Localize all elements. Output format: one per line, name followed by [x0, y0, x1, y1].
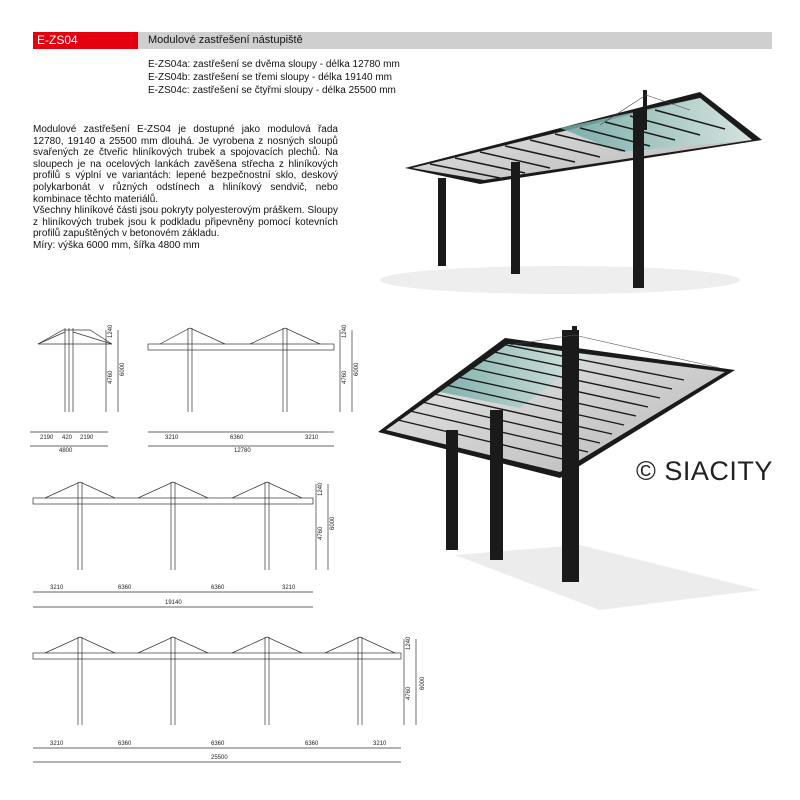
variant-c: E-ZS04c: zastřešení se čtyřmi sloupy - délka 25500 mm: [148, 85, 396, 96]
dim-label: 4800: [59, 448, 73, 454]
variant-a: E-ZS04a: zastřešení se dvěma sloupy - délka 12780 mm: [148, 59, 400, 70]
product-code-label: E-ZS04: [33, 32, 138, 49]
description-dimensions: Míry: výška 6000 mm, šířka 4800 mm: [33, 239, 200, 251]
dim-label: 6360: [211, 741, 225, 747]
dim-label: 6000: [120, 362, 126, 376]
brand-logo-text: © SIACITY: [636, 456, 773, 486]
dim-label: 4760: [342, 370, 348, 384]
dim-label: 1240: [318, 482, 324, 496]
dim-label: 6360: [230, 435, 244, 441]
dim-label: 12780: [234, 448, 251, 454]
drawing-four-posts-labels: [50, 636, 426, 761]
dim-label: 3210: [50, 741, 64, 747]
dim-label: 6000: [420, 676, 426, 690]
dim-label: 1240: [108, 324, 114, 338]
dim-label: 6360: [211, 585, 225, 591]
dim-label: 2190: [80, 435, 94, 441]
drawing-three-posts-labels: [50, 482, 336, 606]
dim-label: 3210: [282, 585, 296, 591]
drawing-two-posts-labels: [165, 324, 360, 454]
dim-label: 1240: [406, 636, 412, 650]
page-title: Modulové zastřešení nástupiště: [138, 32, 772, 49]
dim-label: 2190: [40, 435, 54, 441]
dim-label: 3210: [373, 741, 387, 747]
description-paragraph: Modulové zastřešení E-ZS04 je dostupné jako modulová řada 12780, 19140 a 25500 mm dlouhá. Je vyrobena z nosných sloupů svařených ze čtveřic hliníkových trubek a spojovacích plechů. Na sloupech je na ocelových lankách zavěšena střecha z hliníkových profilů s výplní ve variantách: lepené bezpečnostní sklo, deskový polykarbonát v různých odstínech a hliníkový sendvič, nebo kombinace těchto materiálů.: [33, 124, 338, 205]
drawing-side-view: [30, 328, 118, 446]
variant-b: E-ZS04b: zastřešení se třemi sloupy - délka 19140 mm: [148, 72, 392, 83]
dim-label: 3210: [165, 435, 179, 441]
dim-label: 6360: [118, 741, 132, 747]
drawing-four-posts: [33, 637, 416, 762]
dim-label: 3210: [305, 435, 319, 441]
dim-label: 6360: [305, 741, 319, 747]
dim-label: 25500: [211, 755, 228, 761]
dim-label: 4760: [108, 370, 114, 384]
dim-label: 6360: [118, 585, 132, 591]
render-canopy-perspective: [378, 326, 760, 610]
dim-label: 6000: [354, 362, 360, 376]
dim-label: 1240: [342, 324, 348, 338]
description-paragraph: Všechny hliníkové části jsou pokryty polyesterovým práškem. Sloupy z hliníkových trubek jsou k podkladu připevněny pomocí kotevních profilů zapuštěných v betonovém základu.: [33, 205, 338, 240]
drawing-two-posts: [148, 328, 352, 446]
dim-label: 4760: [406, 686, 412, 700]
dim-label: 3210: [50, 585, 64, 591]
dim-label: 420: [62, 435, 73, 441]
drawing-side-view-labels: [40, 324, 126, 454]
render-canopy-three-posts: [380, 90, 762, 294]
dim-label: 6000: [330, 516, 336, 530]
dim-label: 4760: [318, 526, 324, 540]
dim-label: 19140: [165, 600, 182, 606]
